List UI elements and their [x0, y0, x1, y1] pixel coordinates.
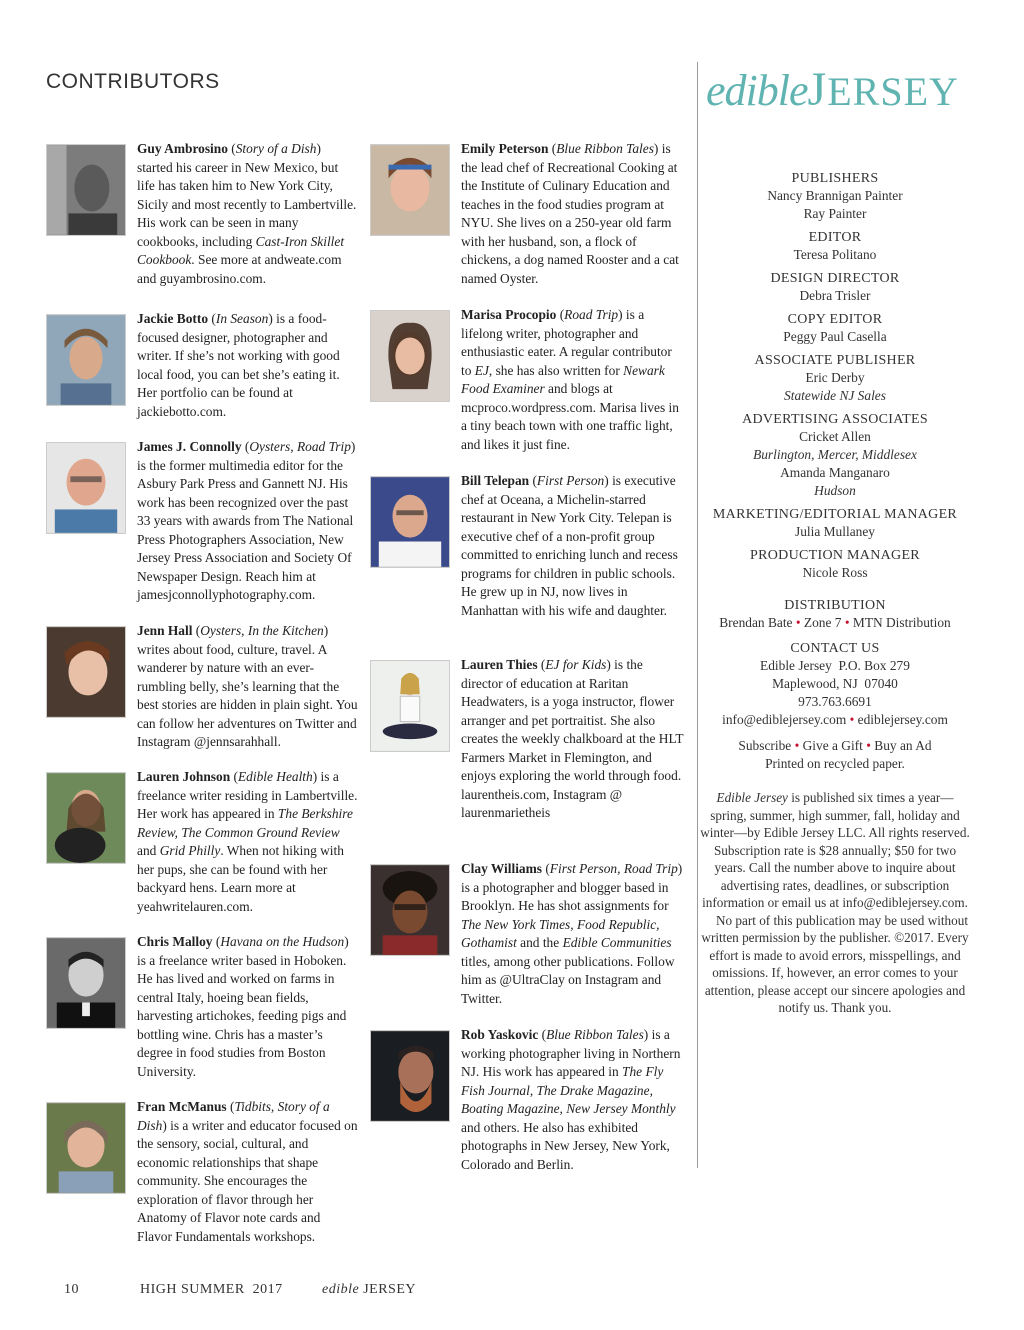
email-link[interactable]: info@ediblejersey.com [722, 712, 847, 727]
contributor-bio: Lauren Thies (EJ for Kids) is the director of education at Raritan Headwaters, is a yoga instructor, flower arranger and pet portraitist. She also creates the weekly chalkboard at the HLT Farmers Market in Flemington, and enjoys exploring the world through food. laurentheis.com, Instagram @ laurenmarietheis [461, 657, 684, 820]
production-name: Nicole Ross [802, 565, 868, 580]
bio-text: and [137, 843, 160, 858]
contributor-name: Chris Malloy [137, 934, 213, 949]
bullet: • [849, 712, 855, 727]
logo-edible: edible [706, 66, 808, 115]
production-heading: PRODUCTION MANAGER [750, 548, 920, 563]
bio-text: is a freelance writer residing in Lambertville. Her work has appeared in [137, 769, 358, 821]
contributor-name: Guy Ambrosino [137, 141, 228, 156]
contributor-james-connolly [46, 438, 358, 622]
advertising-associate-name: Amanda Manganaro [780, 465, 890, 480]
contributor-name: Emily Peterson [461, 141, 549, 156]
editor-heading: EDITOR [808, 230, 862, 245]
publisher-name: Nancy Brannigan Painter [767, 188, 903, 203]
contributor-photo [46, 442, 126, 534]
contact-address: Edible Jersey P.O. Box 279 [760, 658, 910, 673]
masthead [700, 170, 970, 1017]
marketing-name: Julia Mullaney [795, 524, 875, 539]
footer-brand [322, 1282, 416, 1298]
publication-info-text: is published six times a year—spring, summer, high summer, fall, holiday and winter—by Edible Jersey LLC. All rights reserved. Subscription rate is $28 annually; $50 for two years. Call the number above to inquire about advertising rates, deadlines, or subscription information or email us at info@ediblejersey.com. [700, 790, 970, 910]
contributor-lauren-johnson [46, 768, 358, 933]
contributor-photo [46, 1102, 126, 1194]
advertising-associate-name: Cricket Allen [799, 429, 871, 444]
website-link[interactable]: ediblejersey.com [857, 712, 948, 727]
contributor-name: Lauren Johnson [137, 769, 231, 784]
bio-text: , she has also written for [488, 362, 624, 378]
publisher-name: Ray Painter [803, 206, 867, 221]
contributor-photo [370, 1030, 450, 1122]
contributor-photo [46, 772, 126, 864]
contributor-photo [46, 314, 126, 406]
bullet: • [794, 738, 800, 753]
contributor-lauren-thies [370, 656, 684, 860]
distributor: Brendan Bate [719, 615, 793, 630]
bio-text: is a photographer and blogger based in Brooklyn. He has shot assignments for [461, 879, 669, 913]
contributor-bill-telepan [370, 472, 684, 656]
bio-italic: Edible Communities [562, 935, 672, 950]
bullet: • [844, 615, 850, 630]
give-gift-link[interactable]: Give a Gift [802, 738, 863, 753]
contributor-guy-ambrosino [46, 140, 358, 310]
contributors-left-column [46, 140, 358, 1246]
publication-info [700, 789, 970, 912]
publishers-heading: PUBLISHERS [791, 171, 879, 186]
contributor-bio: Fran McManus (Tidbits, Story of a Dish) is a writer and educator focused on the sensory, social, cultural, and economic relationships that shape community. She encourages the exploration of flavor through her Anatomy of Flavor note cards and Flavor Fundamentals workshops. [137, 1099, 358, 1244]
logo-ersey: ERSEY [827, 69, 959, 114]
bio-italic: The Drake Magazine, Boating Magazine, New Jersey Monthly [461, 1082, 676, 1116]
bio-text: is a food-focused designer, photographer and writer. If she’s not working with good local food, you can bet she’s eating it. Her portfolio can be found at jackiebotto.com. [137, 311, 340, 419]
contributor-pieces: First Person [536, 473, 605, 488]
bio-text: . When not hiking with her pups, she can be found with her backyard hens. Learn more at yeahwritelauren.com. [137, 843, 344, 914]
contributor-name: Clay Williams [461, 861, 542, 876]
contributor-photo [370, 310, 450, 402]
recycled-note: Printed on recycled paper. [765, 756, 905, 771]
bio-text: is a lifelong writer, photographer and enthusiastic eater. A regular contributor to [461, 307, 672, 378]
contributor-bio: Chris Malloy (Havana on the Hudson) is a freelance writer based in Hoboken. He has lived and worked on farms in central Italy, hoeing bean fields, harvesting artichokes, feeding pigs and bottling wine. Chris has a master’s degree in food studies from Boston University. [137, 934, 349, 1079]
contributor-pieces: Oysters, In the Kitchen [200, 623, 324, 638]
bio-italic: The Fly Fish Journal [461, 1064, 664, 1098]
bio-text: titles, among other publications. Follow him as @UltraClay on Instagram and Twitter. [461, 953, 675, 1006]
contributor-rob-yaskovic [370, 1026, 684, 1174]
contributor-photo [370, 864, 450, 956]
bio-text: . See more at andweate.com and guyambrosino.com. [137, 252, 342, 286]
contributor-pieces: In Season [215, 311, 269, 326]
contributor-marisa-procopio [370, 306, 684, 472]
edible-jersey-logo [706, 62, 959, 120]
contributor-name: Rob Yaskovic [461, 1027, 539, 1042]
bio-italic: The Berkshire Review, The Common Ground Review [137, 806, 353, 840]
issue-label: HIGH SUMMER 2017 [140, 1282, 283, 1297]
contact-heading: CONTACT US [790, 641, 880, 656]
bio-text: is the director of education at Raritan Headwaters, is a yoga instructor, flower arranger and pet portraitist. She also creates the weekly chalkboard at the HLT Farmers Market in Flemington, and enjoys exploring the world through food. laurentheis.com, Instagram @ laurenmarietheis [461, 657, 684, 820]
bio-text: and the [516, 935, 563, 950]
contributor-pieces: Havana on the Hudson [220, 934, 345, 949]
contributor-bio: Clay Williams (First Person, Road Trip) is a photographer and blogger based in Brooklyn. He has shot assignments for The New York Times, Food Republic, Gothamist and the Edible Communities titles, among other publications. Follow him as @UltraClay on Instagram and Twitter. [461, 861, 683, 1006]
contributor-bio: Bill Telepan (First Person) is executive chef at Oceana, a Michelin-starred restaurant in New York City. Telepan is executive chef of a non-profit group committed to enriching lunch and recess programs for children in public schools. He grew up in NJ, now lives in Manhattan with his wife and daughter. [461, 473, 678, 618]
bio-italic: Newark Food Examiner [461, 362, 665, 396]
bio-text: , [529, 1082, 537, 1098]
column-divider [697, 62, 698, 1168]
distributor: MTN Distribution [852, 615, 951, 630]
page-title: CONTRIBUTORS [46, 70, 220, 94]
advertising-heading: ADVERTISING ASSOCIATES [742, 412, 928, 427]
contributor-fran-mcmanus [46, 1098, 358, 1246]
copy-editor-heading: COPY EDITOR [787, 312, 883, 327]
contributor-pieces: Oysters, Road Trip [249, 439, 351, 454]
bio-italic: EJ [474, 362, 489, 378]
contributor-bio: Guy Ambrosino (Story of a Dish) started his career in New Mexico, but life has taken him to New York City, Sicily and most recently to Lambertville. His work can be seen in many cookbooks, including Cast-Iron Skillet Cookbook. See more at andweate.com and guyambrosino.com. [137, 141, 357, 286]
contributor-photo [46, 937, 126, 1029]
contributor-bio: Rob Yaskovic (Blue Ribbon Tales) is a working photographer living in Northern NJ. His work has appeared in The Fly Fish Journal, The Drake Magazine, Boating Magazine, New Jersey Monthly and others. He also has exhibited photographs in New Jersey, New York, Colorado and Berlin. [461, 1027, 681, 1172]
contributor-name: Marisa Procopio [461, 307, 557, 322]
distributor: Zone 7 [803, 615, 842, 630]
associate-publisher-territory: Statewide NJ Sales [784, 388, 886, 403]
bio-text: is a working photographer living in Northern NJ. His work has appeared in [461, 1027, 681, 1079]
logo-j: J [807, 63, 828, 116]
action-links [700, 737, 970, 755]
bio-text: and others. He also has exhibited photographs in New Jersey, New York, Colorado and Berlin. [461, 1119, 670, 1172]
bio-text: is the former multimedia editor for the Asbury Park Press and Gannett NJ. His work has been recognized over the past 33 years with awards from The National Press Photographers Association, New Jersey Press Association and Society Of Newspaper Design. Reach him at jamesjconnollyphotography.com. [137, 457, 354, 602]
bio-italic: The New York Times, Food Republic, Gothamist [461, 916, 660, 950]
contact-web [700, 711, 970, 729]
contributor-bio: Lauren Johnson (Edible Health) is a freelance writer residing in Lambertville. Her work has appeared in The Berkshire Review, The Common Ground Review and Grid Philly. When not hiking with her pups, she can be found with her backyard hens. Learn more at yeahwritelauren.com. [137, 769, 358, 914]
contributor-photo [370, 144, 450, 236]
bio-text: is executive chef at Oceana, a Michelin-starred restaurant in New York City. Telepan is executive chef of a non-profit group committed to enriching lunch and recess programs for children in public schools. He grew up in NJ, now lives in Manhattan with his wife and daughter. [461, 473, 678, 618]
bullet: • [866, 738, 871, 753]
contributor-bio: James J. Connolly (Oysters, Road Trip) is the former multimedia editor for the Asbury Park Press and Gannett NJ. His work has been recognized over the past 33 years with awards from The National Press Photographers Association, New Jersey Press Association and Society Of Newspaper Design. Reach him at jamesjconnollyphotography.com. [137, 439, 356, 602]
contributor-name: Bill Telepan [461, 473, 530, 488]
contributor-bio: Emily Peterson (Blue Ribbon Tales) is the lead chef of Recreational Cooking at the Institute of Culinary Education and teaches in the food studies program at NYU. She lives on a 250-year old farm with her husband, son, a flock of chickens, a dog named Rooster and a cat named Oyster. [461, 141, 679, 286]
page-number: 10 [64, 1282, 79, 1297]
bio-italic: Grid Philly [159, 843, 221, 858]
contributor-pieces: Road Trip [564, 307, 619, 322]
design-director-name: Debra Trisler [799, 288, 871, 303]
contributor-name: Jenn Hall [137, 623, 193, 638]
contributor-clay-williams [370, 860, 684, 1026]
associate-publisher-heading: ASSOCIATE PUBLISHER [754, 353, 916, 368]
contributor-bio: Marisa Procopio (Road Trip) is a lifelong writer, photographer and enthusiastic eater. A regular contributor to EJ, she has also written for Newark Food Examiner and blogs at mcproco.wordpress.com. Marisa lives in a tiny beach town with one traffic light, and likes it just fine. [461, 307, 679, 452]
contributor-name: Lauren Thies [461, 657, 538, 672]
contributor-chris-malloy [46, 933, 358, 1098]
bio-text: is a freelance writer based in Hoboken. He has lived and worked on farms in central Italy, hoeing bean fields, harvesting artichokes, feeding pigs and bottling wine. Chris has a master’s degree in food studies from Boston University. [137, 952, 347, 1079]
distribution-list [700, 614, 970, 632]
bio-text: started his career in New Mexico, but life has taken him to New York City, Sicily and most recently to Lambertville. His work can be seen in many cookbooks, including [137, 159, 357, 249]
contributor-jackie-botto [46, 310, 358, 438]
contributor-bio: Jackie Botto (In Season) is a food-focused designer, photographer and writer. If she’s not working with good local food, you can bet she’s eating it. Her portfolio can be found at jackiebotto.com. [137, 311, 340, 419]
page-footer [64, 1282, 416, 1298]
contributor-pieces: Tidbits, Story of a Dish [137, 1099, 330, 1133]
publication-name: Edible Jersey [716, 790, 788, 805]
marketing-heading: MARKETING/EDITORIAL MANAGER [712, 507, 958, 522]
design-director-heading: DESIGN DIRECTOR [770, 271, 900, 286]
contributor-pieces: EJ for Kids [545, 657, 607, 672]
bio-text: is a writer and educator focused on the sensory, social, cultural, and economic relationships that shape community. She encourages the exploration of flavor through her Anatomy of Flavor note cards and Flavor Fundamentals workshops. [137, 1117, 358, 1244]
rights-notice: No part of this publication may be used without written permission by the publisher. ©2017. Every effort is made to avoid errors, misspellings, and omissions. If, however, an error comes to your attention, please accept our sincere apologies and notify us. Thank you. [701, 912, 969, 1015]
contact-city: Maplewood, NJ 07040 [772, 676, 898, 691]
contributor-photo [370, 476, 450, 568]
footer-brand-edible: edible [322, 1282, 360, 1297]
footer-brand-jersey: JERSEY [363, 1282, 417, 1297]
contributor-pieces: Edible Health [237, 769, 313, 784]
associate-publisher-name: Eric Derby [805, 370, 865, 385]
contributor-bio: Jenn Hall (Oysters, In the Kitchen) writes about food, culture, travel. A wanderer by nature with an ever-rumbling belly, she’s learning that the best stories are hidden in plain sight. You can follow her adventures on Twitter and Instagram @jennsarahhall. [137, 623, 358, 749]
buy-ad-link[interactable]: Buy an Ad [874, 738, 932, 753]
contributor-pieces: First Person, Road Trip [549, 861, 678, 876]
contributors-middle-column [370, 140, 684, 1174]
contributor-name: Jackie Botto [137, 311, 209, 326]
contributor-photo [46, 144, 126, 236]
contributor-name: Fran McManus [137, 1099, 227, 1114]
distribution-heading: DISTRIBUTION [784, 598, 886, 613]
subscribe-link[interactable]: Subscribe [738, 738, 792, 753]
contributor-name: James J. Connolly [137, 439, 242, 454]
editor-name: Teresa Politano [793, 247, 877, 262]
contributor-photo [370, 660, 450, 752]
contributor-photo [46, 626, 126, 718]
bio-italic: Cast-Iron Skillet Cookbook [137, 233, 345, 267]
contributor-pieces: Blue Ribbon Tales [546, 1027, 644, 1042]
copy-editor-name: Peggy Paul Casella [783, 329, 887, 344]
contributor-pieces: Blue Ribbon Tales [556, 141, 654, 156]
bio-text: is the lead chef of Recreational Cooking at the Institute of Culinary Education and teaches in the food studies program at NYU. She lives on a 250-year old farm with her husband, son, a flock of chickens, a dog named Rooster and a cat named Oyster. [461, 141, 679, 286]
contributor-jenn-hall [46, 622, 358, 768]
bullet: • [795, 615, 801, 630]
advertising-territory: Burlington, Mercer, Middlesex [753, 447, 917, 462]
contact-phone: 973.763.6691 [798, 694, 872, 709]
bio-text: writes about food, culture, travel. A wanderer by nature with an ever-rumbling belly, she’s learning that the best stories are hidden in plain sight. You can follow her adventures on Twitter and Instagram @jennsarahhall. [137, 641, 358, 749]
bio-text: and blogs at mcproco.wordpress.com. Marisa lives in a tiny beach town with one traffic light, and likes it just fine. [461, 381, 679, 452]
advertising-territory: Hudson [814, 483, 856, 498]
contributor-pieces: Story of a Dish [235, 141, 317, 156]
contributor-emily-peterson [370, 140, 684, 306]
